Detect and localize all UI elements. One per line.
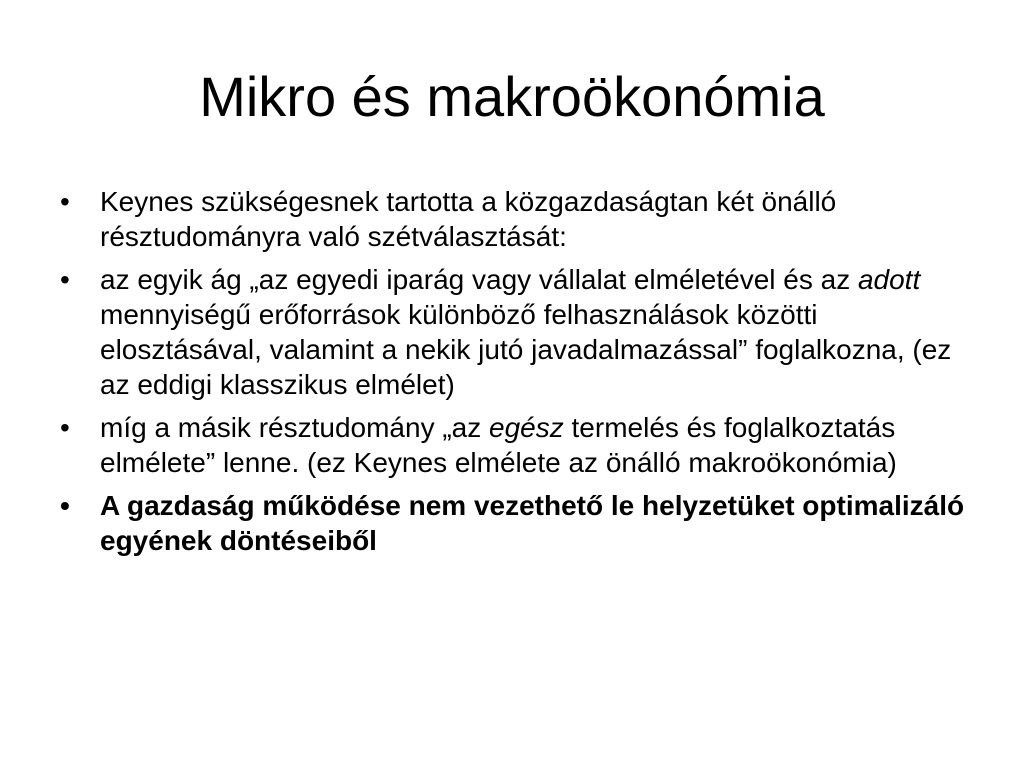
bullet-item-conclusion xyxy=(58,488,978,558)
bullet-item xyxy=(58,184,978,254)
bullet-item xyxy=(58,410,978,480)
bullet-text: míg a másik résztudomány „az xyxy=(100,412,490,443)
slide-title: Mikro és makroökonómia xyxy=(199,65,825,128)
bullet-text: termelés és foglalkoztatás elmélete” lenne. (ez Keynes elmélete az önálló makroökonómia) xyxy=(100,412,897,478)
bullet-icon: • xyxy=(60,412,70,443)
bullet-text: mennyiségű erőforrások különböző felhasználások közötti elosztásával, valamint a nekik jutó javadalmazással” foglalkozna, (ez az eddigi klasszikus elmélet) xyxy=(100,299,952,400)
bullet-text-emphasis: egész xyxy=(489,412,564,443)
bullet-item xyxy=(58,262,978,402)
bullet-text-emphasis: adott xyxy=(857,264,921,295)
bullet-text: Keynes szükségesnek tartotta a közgazdaságtan két önálló résztudományra való szétválasztását: xyxy=(100,186,837,252)
bullet-list xyxy=(58,184,978,566)
bullet-icon: • xyxy=(60,186,70,217)
bullet-icon: • xyxy=(60,490,70,521)
bullet-text: az egyik ág „az egyedi iparág vagy vállalat elméletével és az xyxy=(100,264,858,295)
bullet-text: A gazdaság működése nem vezethető le helyzetüket optimalizáló egyének döntéseiből xyxy=(100,490,965,556)
bullet-icon: • xyxy=(60,264,70,295)
